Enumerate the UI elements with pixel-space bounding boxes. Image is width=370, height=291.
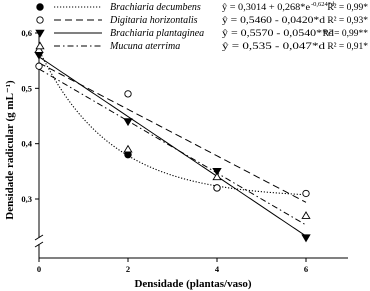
legend-marker-0 (37, 4, 43, 10)
data-point-2-1 (124, 119, 132, 125)
legend-equation: ŷ = 0,3014 + 0,268*e (222, 3, 310, 13)
legend-series-name: Brachiaria plantaginea (110, 28, 205, 39)
data-point-1-0 (36, 63, 42, 69)
x-tick-label: 2 (125, 264, 131, 274)
legend-marker-1 (37, 17, 43, 23)
y-axis-label: Densidade radicular (g mL⁻¹) (4, 80, 16, 220)
x-axis-label: Densidade (plantas/vaso) (134, 278, 252, 290)
y-tick-label: 0,5 (21, 83, 32, 94)
x-tick-label: 0 (36, 264, 42, 274)
y-tick-label: 0,6 (21, 28, 32, 38)
y-tick-label: 0,4 (21, 138, 32, 149)
x-tick-label: 4 (214, 264, 220, 274)
data-point-3-3 (302, 212, 310, 218)
fit-line-0 (39, 50, 306, 195)
legend-r-squared: R² = 0,99* (327, 3, 368, 13)
y-tick-label: 0,3 (21, 194, 32, 204)
data-point-1-2 (214, 185, 220, 191)
x-tick-label: 6 (303, 264, 309, 274)
legend-equation: ŷ = 0,535 - 0,047*d (222, 42, 326, 52)
legend-series-name: Mucuna aterrima (110, 41, 181, 52)
legend-r-squared: R² = 0,91* (327, 42, 368, 52)
legend-equation: ŷ = 0,5460 - 0,0420*d (222, 16, 326, 26)
data-markers (35, 46, 310, 241)
legend-equation-exponent: -0,624*d (311, 1, 335, 8)
data-point-1-1 (125, 91, 131, 97)
legend-marker-3 (36, 42, 44, 48)
data-point-1-3 (303, 190, 309, 196)
legend-r-squared: R² = 0,93* (327, 16, 368, 26)
data-point-3-1 (124, 146, 132, 152)
data-point-0-1 (125, 152, 131, 158)
data-point-2-3 (302, 235, 310, 241)
legend (36, 1, 368, 52)
legend-series-name: Digitaria horizontalis (110, 15, 198, 26)
legend-series-name: Brachiaria decumbens (110, 2, 201, 13)
axes (21, 28, 348, 274)
fit-lines (39, 50, 306, 236)
legend-equation: ŷ = 0,5570 - 0,0540**d (222, 29, 335, 39)
legend-r-squared: R² = 0,99** (322, 29, 368, 39)
